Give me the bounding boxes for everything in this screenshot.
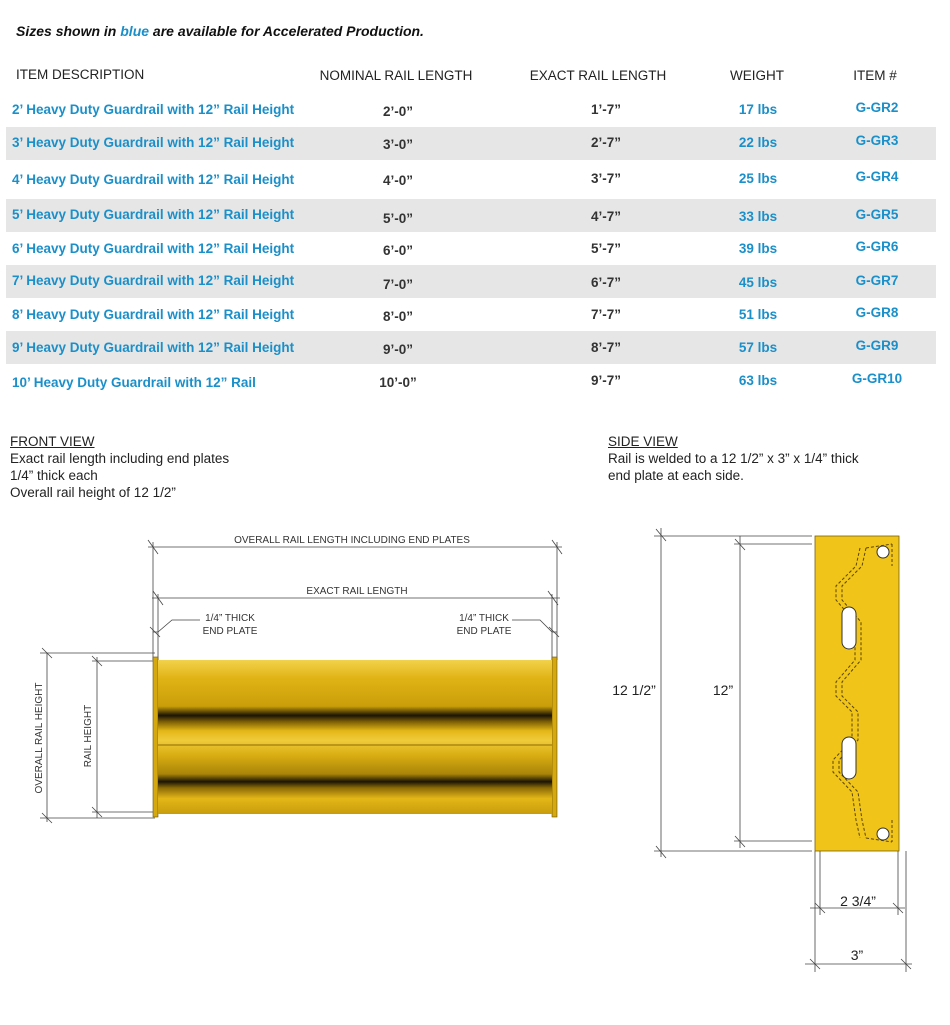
end-plate: [815, 536, 899, 851]
weight: 51 lbs: [738, 307, 778, 322]
weight: 57 lbs: [738, 340, 778, 355]
item-number: G-GR9: [855, 338, 899, 353]
dim-end-plate-left: 1/4” THICK: [205, 613, 255, 624]
exact-length: 2’-7”: [590, 135, 622, 150]
item-description: 4’ Heavy Duty Guardrail with 12” Rail Height: [12, 172, 295, 187]
header-description: ITEM DESCRIPTION: [16, 67, 145, 82]
exact-length: 3’-7”: [590, 171, 622, 186]
item-number: G-GR4: [855, 169, 899, 184]
exact-length: 1’-7”: [590, 102, 622, 117]
item-description: 9’ Heavy Duty Guardrail with 12” Rail Height: [12, 340, 295, 355]
nominal-length: 9’-0”: [382, 342, 414, 357]
item-number: G-GR10: [851, 371, 903, 386]
item-description: 10’ Heavy Duty Guardrail with 12” Rail: [12, 375, 256, 390]
weight: 45 lbs: [738, 275, 778, 290]
weight: 33 lbs: [738, 209, 778, 224]
item-number: G-GR8: [855, 305, 899, 320]
rail-body: [153, 657, 557, 817]
exact-length: 5’-7”: [590, 241, 622, 256]
weight: 39 lbs: [738, 241, 778, 256]
weight: 63 lbs: [738, 373, 778, 388]
dim-side-rail: 12”: [712, 682, 734, 698]
weight: 25 lbs: [738, 171, 778, 186]
item-description: 3’ Heavy Duty Guardrail with 12” Rail Height: [12, 135, 295, 150]
item-description: 7’ Heavy Duty Guardrail with 12” Rail Height: [12, 273, 295, 288]
dim-side-width-outer: 3”: [850, 947, 864, 963]
exact-length: 6’-7”: [590, 275, 622, 290]
item-number: G-GR5: [855, 207, 899, 222]
item-description: 6’ Heavy Duty Guardrail with 12” Rail Height: [12, 241, 295, 256]
dim-exact-length: EXACT RAIL LENGTH: [306, 586, 408, 597]
header-weight: WEIGHT: [730, 68, 784, 83]
dim-rail-height: RAIL HEIGHT: [83, 704, 94, 768]
nominal-length: 7’-0”: [382, 277, 414, 292]
dim-overall-height: OVERALL RAIL HEIGHT: [34, 682, 45, 794]
exact-length: 4’-7”: [590, 209, 622, 224]
dim-side-overall: 12 1/2”: [612, 682, 656, 698]
front-view-line: Exact rail length including end plates: [10, 451, 230, 466]
nominal-length: 5’-0”: [382, 211, 414, 226]
item-number: G-GR6: [855, 239, 899, 254]
blue-word: blue: [120, 23, 150, 39]
accelerated-production-note: Sizes shown in blue are available for Accelerated Production.: [16, 23, 424, 39]
header-exact: EXACT RAIL LENGTH: [529, 68, 667, 83]
nominal-length: 2’-0”: [382, 104, 414, 119]
nominal-length: 6’-0”: [382, 243, 414, 258]
weight: 22 lbs: [738, 135, 778, 150]
dim-end-plate-right: END PLATE: [456, 626, 512, 637]
side-view-line: end plate at each side.: [608, 468, 744, 483]
item-number: G-GR3: [855, 133, 899, 148]
item-description: 8’ Heavy Duty Guardrail with 12” Rail Height: [12, 307, 295, 322]
item-number: G-GR7: [855, 273, 899, 288]
nominal-length: 8’-0”: [382, 309, 414, 324]
dim-side-width-inner: 2 3/4”: [840, 893, 876, 909]
side-view-line: Rail is welded to a 12 1/2” x 3” x 1/4” thick: [608, 451, 859, 466]
nominal-length: 4’-0”: [382, 173, 414, 188]
item-description: 2’ Heavy Duty Guardrail with 12” Rail Height: [12, 102, 295, 117]
front-view-line: Overall rail height of 12 1/2”: [10, 485, 176, 500]
dim-end-plate-left: END PLATE: [202, 626, 258, 637]
nominal-length: 3’-0”: [382, 137, 414, 152]
exact-length: 7’-7”: [590, 307, 622, 322]
nominal-length: 10’-0”: [379, 375, 417, 390]
front-view-line: 1/4” thick each: [10, 468, 98, 483]
exact-length: 9’-7”: [590, 373, 622, 388]
exact-length: 8’-7”: [590, 340, 622, 355]
header-item: ITEM #: [853, 68, 897, 83]
header-nominal: NOMINAL RAIL LENGTH: [319, 68, 473, 83]
weight: 17 lbs: [738, 102, 778, 117]
side-view-title: SIDE VIEW: [608, 434, 678, 449]
item-number: G-GR2: [855, 100, 899, 115]
dim-end-plate-right: 1/4” THICK: [459, 613, 509, 624]
dim-overall-length: OVERALL RAIL LENGTH INCLUDING END PLATES: [234, 535, 470, 546]
front-view-title: FRONT VIEW: [10, 434, 95, 449]
item-description: 5’ Heavy Duty Guardrail with 12” Rail Height: [12, 207, 295, 222]
